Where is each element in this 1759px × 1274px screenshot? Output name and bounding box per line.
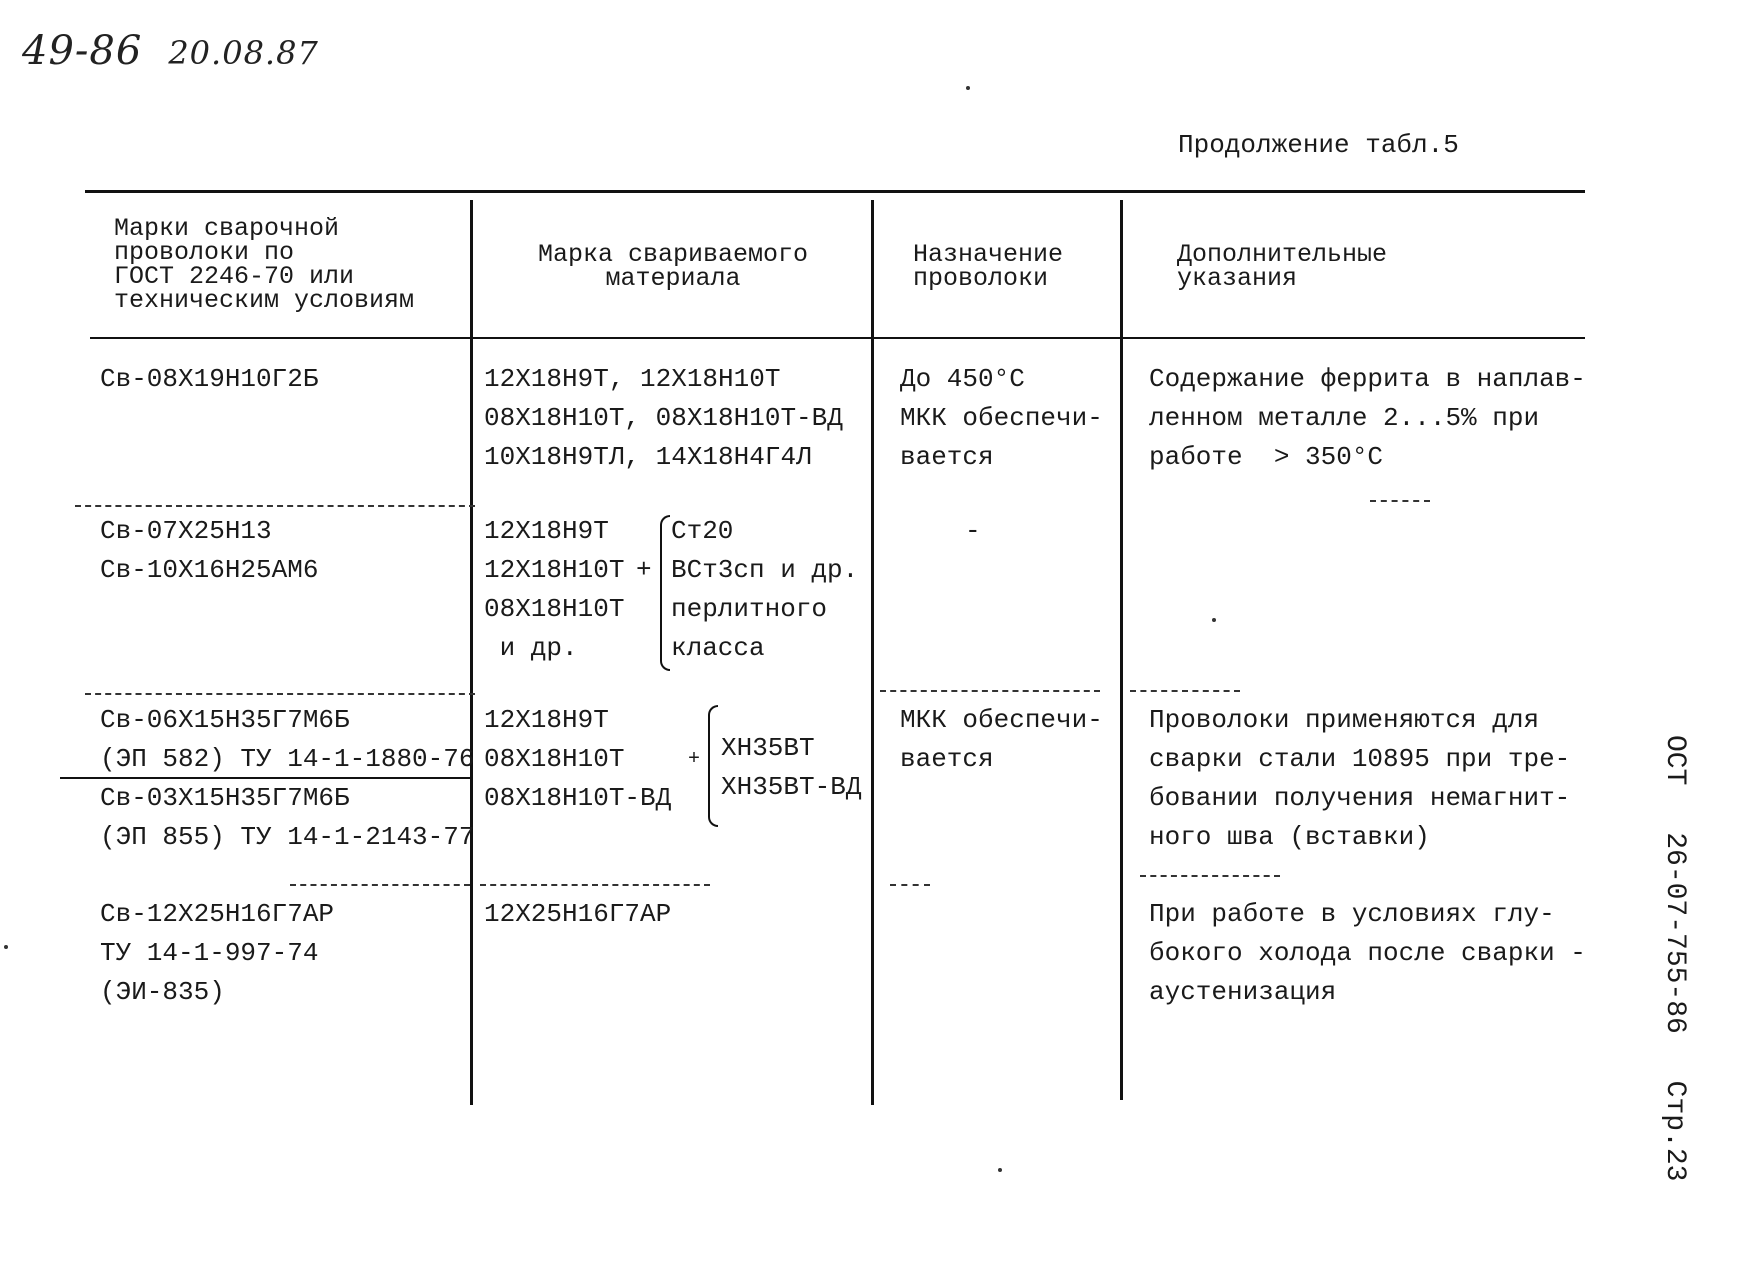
row4-notes: При работе в условиях глу- бокого холода после сварки - аустенизация bbox=[1149, 899, 1586, 1007]
row3-material-stainless: 12Х18Н9Т 08Х18Н10Т 08Х18Н10Т-ВД bbox=[484, 705, 672, 813]
row-separator bbox=[890, 884, 930, 886]
scan-speck bbox=[1212, 618, 1216, 622]
row2-material-pearlitic: Ст20 ВСт3сп и др. перлитного класса bbox=[671, 516, 859, 663]
row3-wire-grade: Св-06Х15Н35Г7М6Б (ЭП 582) ТУ 14-1-1880-76 bbox=[100, 705, 475, 774]
column-divider-3 bbox=[1120, 200, 1123, 1100]
row4-wire-grade: Св-12Х25Н16Г7АР ТУ 14-1-997-74 (ЭИ-835) bbox=[100, 899, 335, 1007]
column-divider-1 bbox=[470, 200, 473, 1105]
row-separator bbox=[1140, 875, 1280, 877]
row2-brace bbox=[660, 515, 670, 671]
row-separator bbox=[880, 690, 1100, 692]
row-separator bbox=[1130, 690, 1240, 692]
row4-material: 12Х25Н16Г7АР bbox=[484, 899, 672, 929]
row-separator bbox=[75, 505, 475, 507]
row3-purpose: МКК обеспечи- вается bbox=[900, 705, 1103, 774]
row2-material-stainless: 12Х18Н9Т 12Х18Н10Т 08Х18Н10Т и др. bbox=[484, 516, 625, 663]
header-material-grade: Марка свариваемого материала bbox=[537, 240, 809, 293]
scan-speck bbox=[966, 86, 970, 90]
table-top-rule bbox=[85, 190, 1585, 193]
row1-material: 12Х18Н9Т, 12Х18Н10Т 08Х18Н10Т, 08Х18Н10Т-ВД 10Х18Н9ТЛ, 14Х18Н4Г4Л bbox=[484, 364, 843, 472]
row3-notes: Проволоки применяются для сварки стали 10895 при тре- бовании получения немагнит- ного шва (вставки) bbox=[1149, 705, 1571, 852]
header-wire-grade: Марки сварочной проволоки по ГОСТ 2246-70 или техническим условиям bbox=[114, 214, 415, 315]
scan-speck bbox=[998, 1168, 1002, 1172]
row2-wire-grade: Св-07Х25Н13 Св-10Х16Н25АМ6 bbox=[100, 516, 319, 585]
row-separator bbox=[1370, 500, 1430, 502]
row3-plus-sign: + bbox=[688, 748, 701, 771]
handwritten-date: 20.08.87 bbox=[168, 34, 319, 72]
row1-purpose: До 450°С МКК обеспечи- вается bbox=[900, 364, 1103, 472]
handwritten-note bbox=[22, 28, 319, 74]
row-separator bbox=[290, 884, 470, 886]
standard-code: ОСТ 26-07-755-86 bbox=[1659, 735, 1690, 1034]
row-separator bbox=[480, 884, 710, 886]
row1-wire-grade: Св-08Х19Н10Г2Б bbox=[100, 364, 319, 394]
row3-material-alloy: ХН35ВТ ХН35ВТ-ВД bbox=[721, 733, 862, 802]
row1-notes: Содержание феррита в наплав- ленном металле 2...5% при работе > 350°С bbox=[1149, 364, 1586, 472]
header-additional-notes: Дополнительные указания bbox=[1177, 240, 1388, 293]
scan-speck bbox=[4, 945, 8, 949]
document-code-label bbox=[1659, 735, 1690, 1181]
row3-wire-grade-2: Св-03Х15Н35Г7М6Б (ЭП 855) ТУ 14-1-2143-77 bbox=[100, 783, 475, 852]
row2-purpose: - bbox=[965, 516, 981, 546]
header-wire-purpose: Назначение проволоки bbox=[913, 240, 1064, 293]
row-separator bbox=[85, 693, 475, 695]
page-number: Стр.23 bbox=[1659, 1080, 1690, 1182]
row2-plus-sign: + bbox=[636, 555, 652, 585]
table-continuation-label: Продолжение табл.5 bbox=[1178, 130, 1459, 160]
handwritten-number: 49-86 bbox=[22, 28, 143, 74]
column-divider-2 bbox=[871, 200, 874, 1105]
header-bottom-rule bbox=[90, 337, 1585, 339]
row3-brace bbox=[708, 705, 718, 827]
